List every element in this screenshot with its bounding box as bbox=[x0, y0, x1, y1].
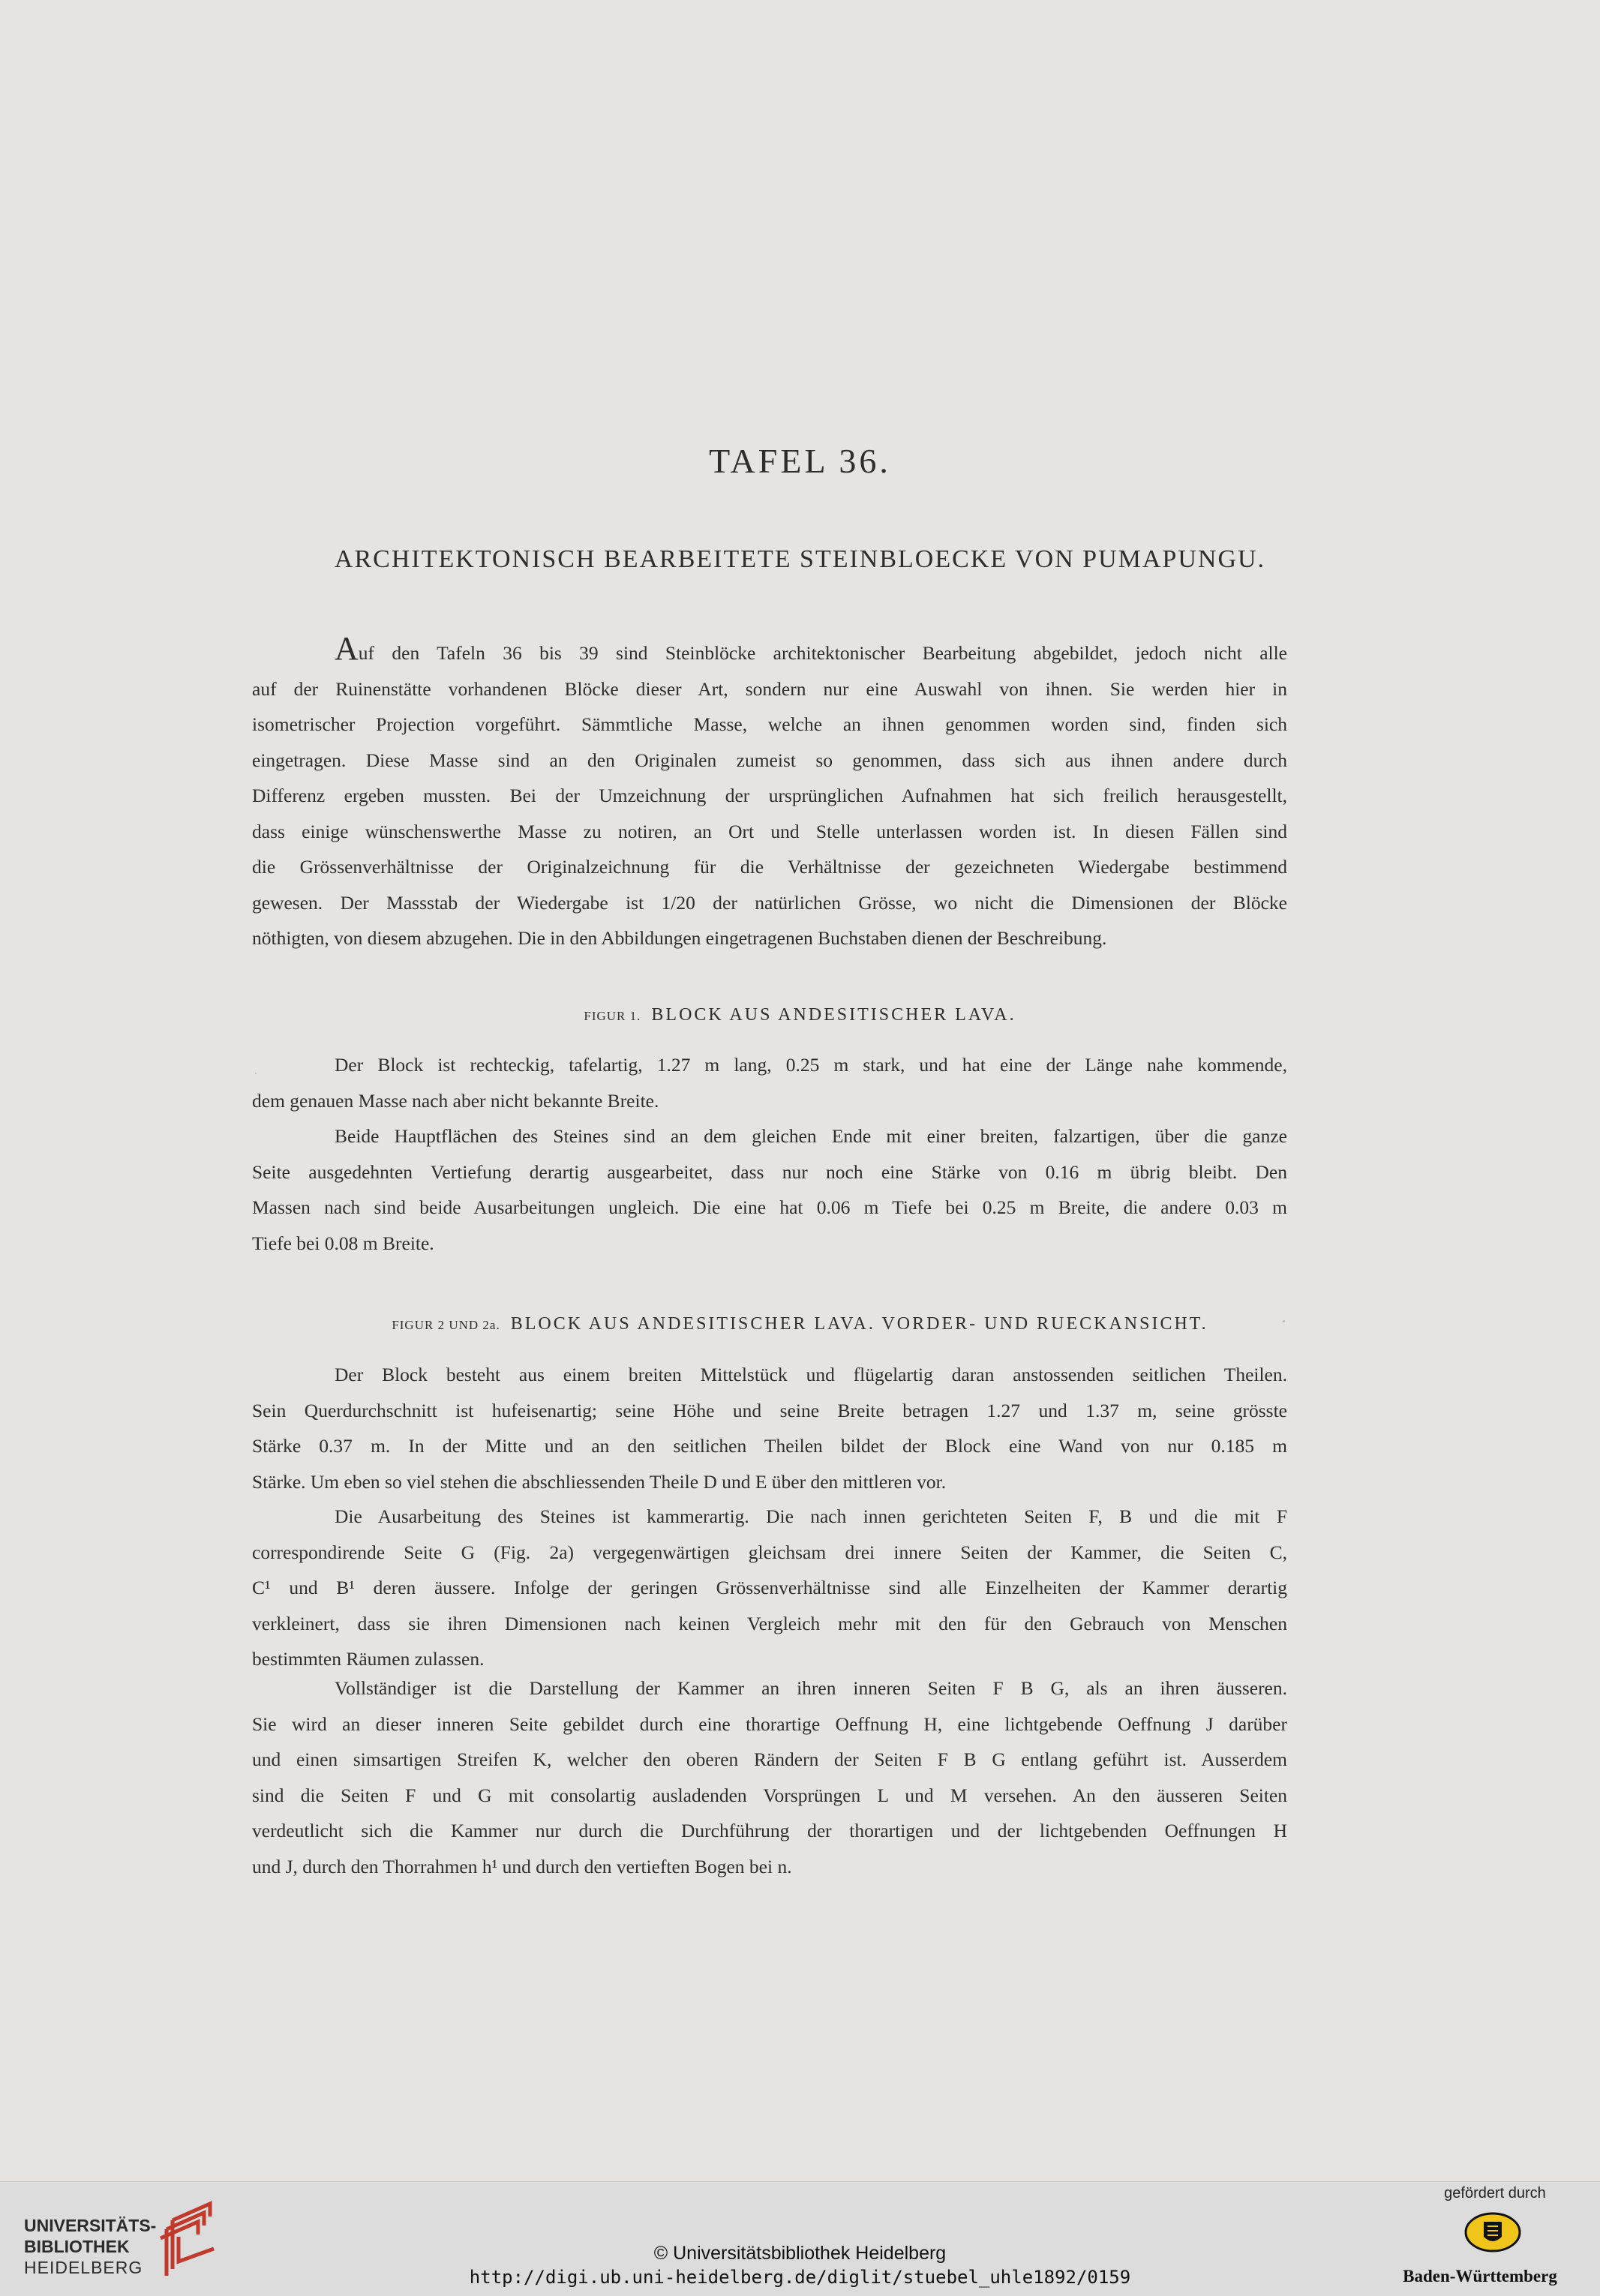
intro-paragraph bbox=[252, 632, 1287, 956]
library-logo-text: UNIVERSITÄTS- BIBLIOTHEK HEIDELBERG bbox=[24, 2216, 157, 2277]
funded-by-label: gefördert durch bbox=[1444, 2185, 1546, 2201]
figure-2-label: FIGUR 2 UND 2a. bbox=[392, 1318, 500, 1332]
figure-1-paragraph-1 bbox=[252, 1047, 1287, 1118]
figure-1-paragraph-2 bbox=[252, 1118, 1287, 1261]
text-line: sind die Seiten F und G mit consolartig ausladenden Vorsprüngen L und M versehen. An den äusseren Seiten bbox=[252, 1784, 1287, 1806]
intro-line: gewesen. Der Massstab der Wiedergabe ist 1/20 der natürlichen Grösse, wo nicht die Dimensionen der Blöcke bbox=[252, 891, 1287, 914]
plate-title: TAFEL 36. bbox=[709, 442, 891, 480]
drop-initial: A bbox=[335, 632, 359, 667]
text-line: Sie wird an dieser inneren Seite gebildet durch eine thorartige Oeffnung H, eine lichtgebende Oeffnung J darüber bbox=[252, 1712, 1287, 1735]
text-line: Stärke 0.37 m. In der Mitte und an den seitlichen Theilen bildet der Block eine Wand von nur 0.185 m bbox=[252, 1435, 1287, 1457]
figure-2-heading bbox=[0, 1314, 1600, 1334]
intro-line: nöthigten, von diesem abzugehen. Die in den Abbildungen eingetragenen Buchstaben dienen der Beschreibung. bbox=[252, 927, 1107, 949]
text-line: Stärke. Um eben so viel stehen die abschliessenden Theile D und E über den mittleren vor. bbox=[252, 1470, 947, 1493]
text-line: Seite ausgedehnten Vertiefung derartig ausgearbeitet, dass nur noch eine Stärke von 0.16 m übrig bleibt. Den bbox=[252, 1160, 1287, 1183]
text-line: C¹ und B¹ deren äussere. Infolge der geringen Grössenverhältnisse sind alle Einzelheiten der Kammer derartig bbox=[252, 1577, 1287, 1598]
text-line: bestimmten Räumen zulassen. bbox=[252, 1648, 485, 1670]
plate-subtitle: ARCHITEKTONISCH BEARBEITETE STEINBLOECKE VON PUMAPUNGU. bbox=[334, 545, 1266, 573]
text-line: dem genauen Masse nach aber nicht bekannte Breite. bbox=[252, 1089, 659, 1112]
intro-line: Auf den Tafeln 36 bis 39 sind Steinblöcke architektonischer Bearbeitung abgebildet, jedoch nicht alle bbox=[252, 632, 1287, 671]
text-line: Massen nach sind beide Ausarbeitungen ungleich. Die eine hat 0.06 m Tiefe bei 0.25 m Breite, die andere 0.03 m bbox=[252, 1196, 1287, 1218]
figure-1-title: BLOCK AUS ANDESITISCHER LAVA. bbox=[651, 1005, 1016, 1025]
funder-name: Baden-Württemberg bbox=[1403, 2267, 1557, 2285]
text-line: und J, durch den Thorrahmen h¹ und durch den vertieften Bogen bei n. bbox=[252, 1855, 792, 1877]
text-line: correspondirende Seite G (Fig. 2a) vergegenwärtigen gleichsam drei innere Seiten der Kammer, die Seiten C, bbox=[252, 1541, 1287, 1563]
text-line: Sein Querdurchschnitt ist hufeisenartig; seine Höhe und seine Breite betragen 1.27 und 1.37 m, seine grösste bbox=[252, 1399, 1287, 1421]
intro-line: dass einige wünschenswerthe Masse zu notiren, an Ort und Stelle unterlassen worden ist. In diesen Fällen sind bbox=[252, 820, 1287, 842]
figure-2-paragraph-2 bbox=[252, 1499, 1287, 1677]
figure-2-paragraph-1 bbox=[252, 1357, 1287, 1499]
text-line: verkleinert, dass sie ihren Dimensionen nach keinen Vergleich mehr mit den für den Gebrauch von Menschen bbox=[252, 1612, 1287, 1634]
figure-2-paragraph-3 bbox=[252, 1670, 1287, 1884]
paper-speck bbox=[1283, 1320, 1285, 1322]
figure-1-label: FIGUR 1. bbox=[584, 1009, 641, 1023]
intro-line: die Grössenverhältnisse der Originalzeichnung für die Verhältnisse der gezeichneten Wiedergabe bestimmend bbox=[252, 856, 1287, 878]
text-line: Die Ausarbeitung des Steines ist kammerartig. Die nach innen gerichteten Seiten F, B und die mit F bbox=[335, 1505, 1287, 1527]
permalink-url[interactable]: http://digi.ub.uni-heidelberg.de/diglit/stuebel_uhle1892/0159 bbox=[469, 2267, 1131, 2288]
intro-line: Differenz ergeben mussten. Bei der Umzeichnung der ursprünglichen Aufnahmen hat sich freilich herausgestellt, bbox=[252, 785, 1287, 806]
baden-wuerttemberg-emblem-icon bbox=[1463, 2211, 1523, 2253]
text-line: Vollständiger ist die Darstellung der Kammer an ihren inneren Seiten F B G, als an ihren äusseren. bbox=[335, 1677, 1287, 1699]
intro-line: isometrischer Projection vorgeführt. Sämmtliche Masse, welche an ihnen genommen worden sind, finden sich bbox=[252, 713, 1287, 735]
text-line: Beide Hauptflächen des Steines sind an dem gleichen Ende mit einer breiten, falzartigen, über die ganze bbox=[335, 1125, 1287, 1147]
text-line: und einen simsartigen Streifen K, welcher den oberen Rändern der Seiten F B G entlang geführt ist. Ausserdem bbox=[252, 1748, 1287, 1770]
intro-line: auf der Ruinenstätte vorhandenen Blöcke dieser Art, sondern nur eine Auswahl von ihnen. Sie werden hier in bbox=[252, 677, 1287, 700]
figure-1-heading bbox=[0, 1005, 1600, 1025]
text-line: verdeutlicht sich die Kammer nur durch die Durchführung der thorartigen und der lichtgebenden Oeffnungen H bbox=[252, 1820, 1287, 1841]
text-line: Der Block ist rechteckig, tafelartig, 1.27 m lang, 0.25 m stark, und hat eine der Länge nahe kommende, bbox=[335, 1054, 1287, 1076]
figure-2-title: BLOCK AUS ANDESITISCHER LAVA. VORDER- UND RUECKANSICHT. bbox=[510, 1314, 1208, 1334]
text-line: Der Block besteht aus einem breiten Mittelstück und flügelartig daran anstossenden seitlichen Theilen. bbox=[335, 1364, 1287, 1385]
paper-speck bbox=[255, 1073, 257, 1074]
copyright-notice: © Universitätsbibliothek Heidelberg bbox=[653, 2243, 947, 2264]
text-line: Tiefe bei 0.08 m Breite. bbox=[252, 1232, 434, 1254]
intro-line: eingetragen. Diese Masse sind an den Originalen zumeist so genommen, dass sich aus ihnen andere durch bbox=[252, 749, 1287, 771]
